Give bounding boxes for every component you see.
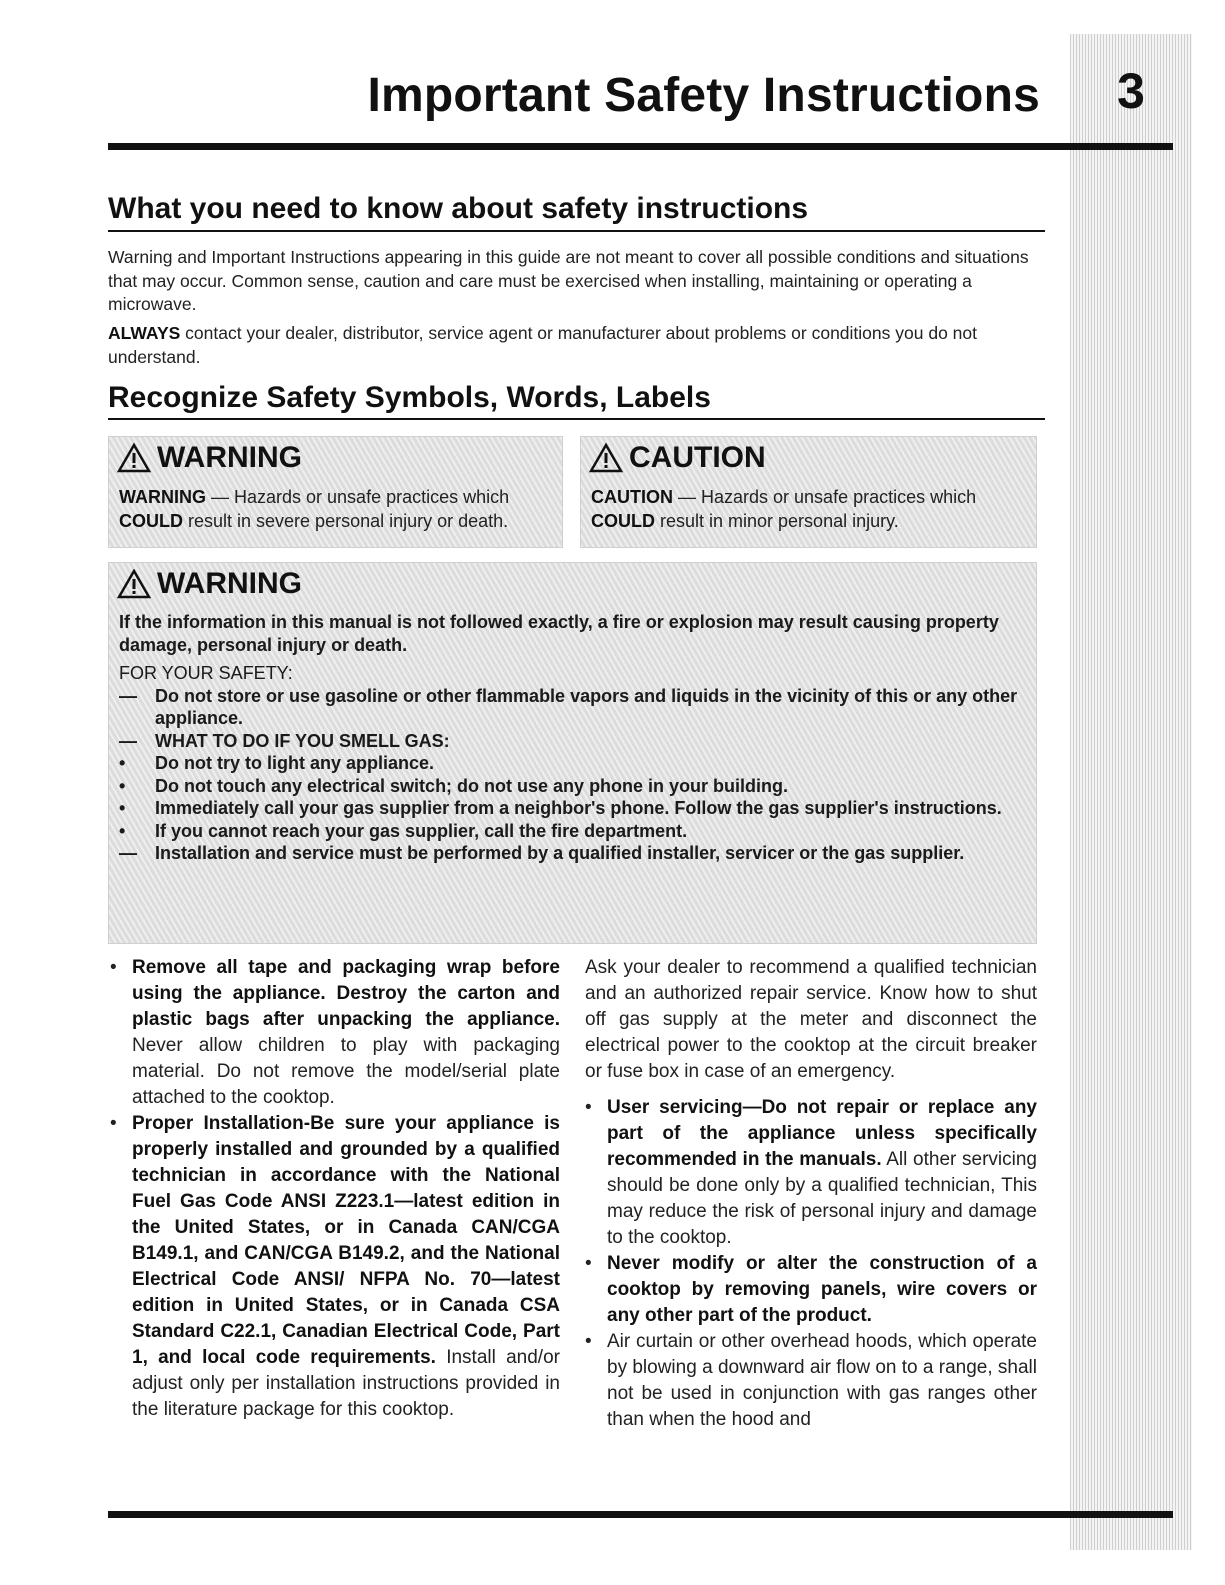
user-servicing-text: All other servicing should be done only by a qualified technician, This may reduce the risk of personal injury and damage to the cooktop. xyxy=(607,1149,1037,1248)
gas-warning-body xyxy=(109,605,1036,865)
gas-warning-item-text: Do not try to light any appliance. xyxy=(155,753,435,773)
gas-warning-item xyxy=(119,775,1026,798)
gas-warning-title xyxy=(109,563,1036,605)
caution-word: CAUTION xyxy=(591,487,673,507)
installation-heading: Proper Installation-Be sure your appliance is properly installed and grounded by a qualified technician in accordance with the National Fuel Gas Code ANSI Z223.1—latest edition in the United States, or in Canada CAN/CGA B149.1, and CAN/CGA B149.2, and the National Electrical Code ANSI/ NFPA No. 70—latest edition in United States, or in Canada CSA Standard C22.1, Canadian Electrical Code, Part 1, and local code requirements. xyxy=(132,1113,560,1368)
list-mark: • xyxy=(119,775,126,796)
list-mark: — xyxy=(119,730,137,751)
caution-text-1: — Hazards or unsafe practices which xyxy=(673,487,977,507)
section-heading-rule xyxy=(108,418,1045,420)
gas-warning-item-text: Immediately call your gas supplier from a neighbor's phone. Follow the gas supplier's instructions. xyxy=(155,798,1002,818)
warning-triangle-icon xyxy=(117,569,151,599)
list-mark: • xyxy=(119,820,126,841)
bullet-mark: • xyxy=(110,1113,117,1134)
list-mark: • xyxy=(119,798,126,818)
warning-word: WARNING xyxy=(119,487,206,507)
caution-box-title-text: CAUTION xyxy=(629,441,766,474)
warning-text-2: result in severe personal injury or death. xyxy=(183,511,509,531)
warning-triangle-icon xyxy=(589,443,623,473)
gas-warning-item-text: Do not touch any electrical switch; do not use any phone in your building. xyxy=(155,775,789,796)
right-column xyxy=(585,955,1037,1433)
warning-box-body xyxy=(109,479,562,539)
list-item xyxy=(585,1095,1037,1251)
gas-warning-item xyxy=(119,685,1026,730)
list-item xyxy=(585,1329,1037,1433)
bullet-mark: • xyxy=(585,1253,592,1274)
section-heading-symbols: Recognize Safety Symbols, Words, Labels xyxy=(108,381,711,414)
gas-warning-title-text: WARNING xyxy=(157,567,302,600)
gas-warning-box xyxy=(108,562,1037,944)
gas-warning-item-text: If you cannot reach your gas supplier, call the fire department. xyxy=(155,820,688,841)
left-column xyxy=(110,955,560,1423)
section-heading-safety-instructions: What you need to know about safety instructions xyxy=(108,192,809,225)
gas-warning-list xyxy=(119,685,1026,865)
list-mark: — xyxy=(119,843,137,863)
installation-text: Install and/or adjust only per installation instructions provided in the literature package for this cooktop. xyxy=(132,1347,560,1420)
packaging-heading: Remove all tape and packaging wrap before using the appliance. Destroy the carton and plastic bags after unpacking the appliance. xyxy=(132,957,560,1030)
gas-warning-item xyxy=(119,842,1026,865)
list-item xyxy=(110,1111,560,1423)
could-word: COULD xyxy=(591,511,655,531)
header-rule xyxy=(108,143,1173,150)
gas-warning-item-text: Installation and service must be performed by a qualified installer, servicer or the gas supplier. xyxy=(155,843,965,863)
gas-warning-item-text: Do not store or use gasoline or other flammable vapors and liquids in the vicinity of this or any other appliance. xyxy=(155,685,1018,728)
gas-warning-intro: If the information in this manual is not followed exactly, a fire or explosion may result causing property damage, personal injury or death. xyxy=(119,612,999,655)
caution-text-2: result in minor personal injury. xyxy=(655,511,899,531)
bullet-mark: • xyxy=(585,1331,592,1352)
dealer-paragraph: Ask your dealer to recommend a qualified technician and an authorized repair service. Know how to shut off gas supply at the meter and disconnect the electrical power to the cooktop at the circuit breaker or fuse box in case of an emergency. xyxy=(585,957,1037,1082)
caution-box-body xyxy=(581,479,1036,539)
could-word: COULD xyxy=(119,511,183,531)
bullet-mark: • xyxy=(585,1097,592,1118)
warning-text-1: — Hazards or unsafe practices which xyxy=(206,487,510,507)
gas-warning-item xyxy=(119,752,1026,775)
gas-warning-item-text: WHAT TO DO IF YOU SMELL GAS: xyxy=(155,730,450,751)
list-mark: • xyxy=(119,753,126,773)
warning-triangle-icon xyxy=(117,443,151,473)
list-item xyxy=(110,955,560,1111)
gas-warning-item xyxy=(119,730,1026,753)
caution-definition-box xyxy=(580,436,1037,548)
page-number: 3 xyxy=(1117,63,1145,119)
packaging-text: Never allow children to play with packaging material. Do not remove the model/serial plate attached to the cooktop. xyxy=(132,1035,560,1108)
always-paragraph xyxy=(108,322,1043,369)
footer-rule xyxy=(108,1511,1173,1518)
gas-warning-item xyxy=(119,797,1026,820)
bullet-mark: • xyxy=(110,957,117,978)
never-modify-heading: Never modify or alter the construction of a cooktop by removing panels, wire covers or any other part of the product. xyxy=(607,1253,1037,1326)
for-your-safety-label: FOR YOUR SAFETY: xyxy=(119,663,293,683)
warning-box-title xyxy=(109,437,562,479)
air-curtain-text: Air curtain or other overhead hoods, which operate by blowing a downward air flow on to a range, shall not be used in conjunction with gas ranges other than when the hood and xyxy=(607,1331,1037,1430)
always-text: contact your dealer, distributor, service agent or manufacturer about problems or conditions you do not understand. xyxy=(108,323,977,367)
user-servicing-heading: User servicing—Do not repair or replace any part of the appliance unless specifically recommended in the manuals. xyxy=(607,1097,1037,1170)
section-heading-rule xyxy=(108,230,1045,232)
intro-paragraph: Warning and Important Instructions appearing in this guide are not meant to cover all possible conditions and situations that may occur. Common sense, caution and care must be exercised when installing, maintaining or operating a microwave. xyxy=(108,247,1029,314)
caution-box-title xyxy=(581,437,1036,479)
page-title: Important Safety Instructions xyxy=(367,69,1040,122)
list-mark: — xyxy=(119,685,137,706)
warning-box-title-text: WARNING xyxy=(157,441,302,474)
always-label: ALWAYS xyxy=(108,323,181,343)
side-tab-strip xyxy=(1070,34,1192,1550)
list-item xyxy=(585,1251,1037,1329)
gas-warning-item xyxy=(119,820,1026,843)
warning-definition-box xyxy=(108,436,563,548)
